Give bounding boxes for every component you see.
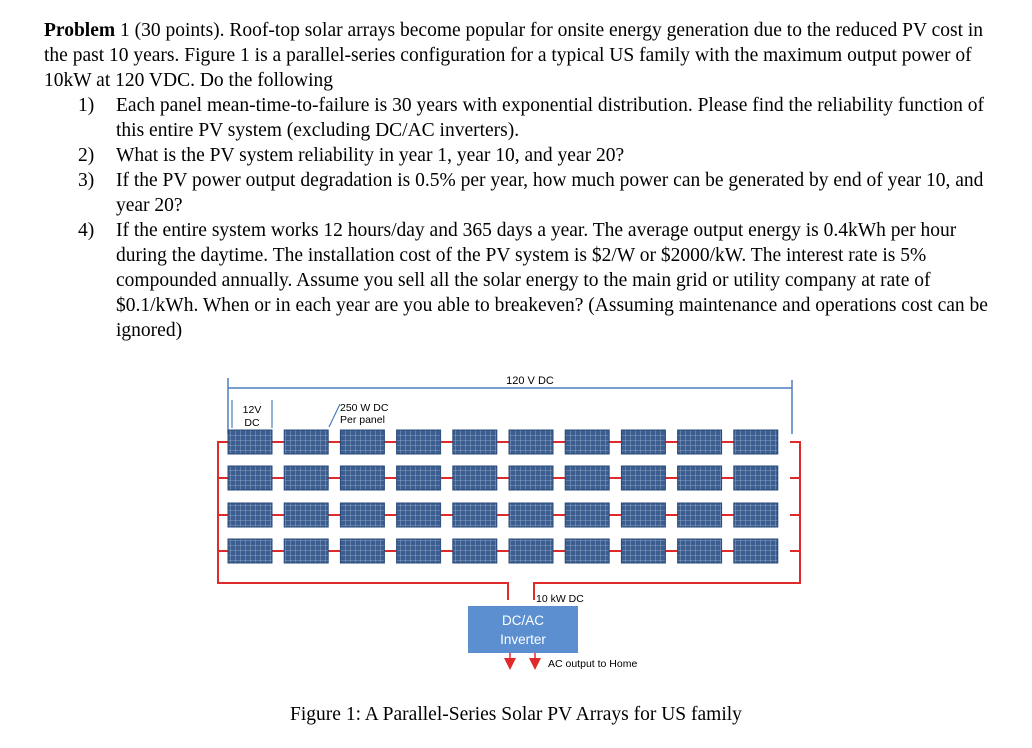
solar-panel xyxy=(397,503,441,527)
problem-intro-text: 1 (30 points). Roof-top solar arrays become popular for onsite energy generation due to the reduced PV cost in the past 10 years. Figure 1 is a parallel-series configuration for a typical US family with the maximum output power of 10kW at 120 VDC. Do the following xyxy=(44,20,984,91)
solar-panel xyxy=(284,503,328,527)
solar-panel xyxy=(340,539,384,563)
inverter-label-line1: DC/AC xyxy=(501,613,545,628)
panel-voltage-label-line2: DC xyxy=(244,417,260,429)
solar-panel xyxy=(678,503,722,527)
solar-panel xyxy=(621,430,665,454)
solar-panel xyxy=(509,430,553,454)
solar-panel-grid xyxy=(228,430,778,563)
solar-panel xyxy=(228,503,272,527)
solar-panel xyxy=(621,539,665,563)
solar-panel xyxy=(565,539,609,563)
panel-power-label-line1: 250 W DC xyxy=(340,402,389,414)
solar-panel xyxy=(509,466,553,490)
solar-panel xyxy=(340,430,384,454)
solar-panel xyxy=(284,539,328,563)
solar-panel xyxy=(228,430,272,454)
solar-panel xyxy=(565,430,609,454)
question-number: 3) xyxy=(78,170,95,191)
solar-panel xyxy=(734,430,778,454)
solar-panel xyxy=(284,466,328,490)
question-number: 4) xyxy=(78,220,95,241)
solar-panel xyxy=(678,430,722,454)
solar-panel xyxy=(453,430,497,454)
solar-panel xyxy=(565,466,609,490)
solar-panel xyxy=(453,466,497,490)
solar-panel xyxy=(228,539,272,563)
solar-panel xyxy=(397,466,441,490)
question-number: 2) xyxy=(78,145,95,166)
solar-panel xyxy=(678,539,722,563)
ac-output-label: AC output to Home xyxy=(548,658,638,670)
question-number: 1) xyxy=(78,95,95,116)
solar-panel xyxy=(565,503,609,527)
solar-panel xyxy=(509,503,553,527)
panel-power-pointer xyxy=(329,404,340,427)
solar-panel xyxy=(734,466,778,490)
solar-panel xyxy=(678,466,722,490)
solar-panel xyxy=(284,430,328,454)
solar-panel xyxy=(397,539,441,563)
solar-panel xyxy=(453,503,497,527)
solar-panel xyxy=(621,503,665,527)
solar-panel xyxy=(734,539,778,563)
solar-panel xyxy=(340,503,384,527)
solar-panel xyxy=(340,466,384,490)
inverter-label-line2: Inverter xyxy=(500,632,546,647)
bus-voltage-label: 120 V DC xyxy=(506,375,554,387)
question-text: Each panel mean-time-to-failure is 30 years with exponential distribution. Please find the reliability function of this entire PV system (excluding DC/AC inverters). xyxy=(116,95,985,141)
panel-power-label-line2: Per panel xyxy=(340,414,385,426)
solar-panel xyxy=(509,539,553,563)
solar-panel xyxy=(453,539,497,563)
total-power-label: 10 kW DC xyxy=(536,593,584,605)
figure-caption: Figure 1: A Parallel-Series Solar PV Arrays for US family xyxy=(290,704,742,725)
problem-title: Problem xyxy=(44,20,116,41)
solar-panel xyxy=(621,466,665,490)
panel-voltage-label-line1: 12V xyxy=(242,404,262,416)
question-text: If the entire system works 12 hours/day and 365 days a year. The average output energy is 0.4kWh per hour during the daytime. The installation cost of the PV system is $2/W or $2000/kW. The interest rate is 5% compounded annually. Assume you sell all the solar energy to the main grid or utility company at rate of $0.1/kWh. When or in each year are you able to breakeven? (Assuming maintenance and operations cost can be ignored) xyxy=(116,220,988,341)
question-text: If the PV power output degradation is 0.5% per year, how much power can be generated by end of year 10, and year 20? xyxy=(116,170,984,216)
question-text: What is the PV system reliability in year 1, year 10, and year 20? xyxy=(116,145,625,166)
solar-panel xyxy=(397,430,441,454)
solar-panel xyxy=(734,503,778,527)
solar-panel xyxy=(228,466,272,490)
